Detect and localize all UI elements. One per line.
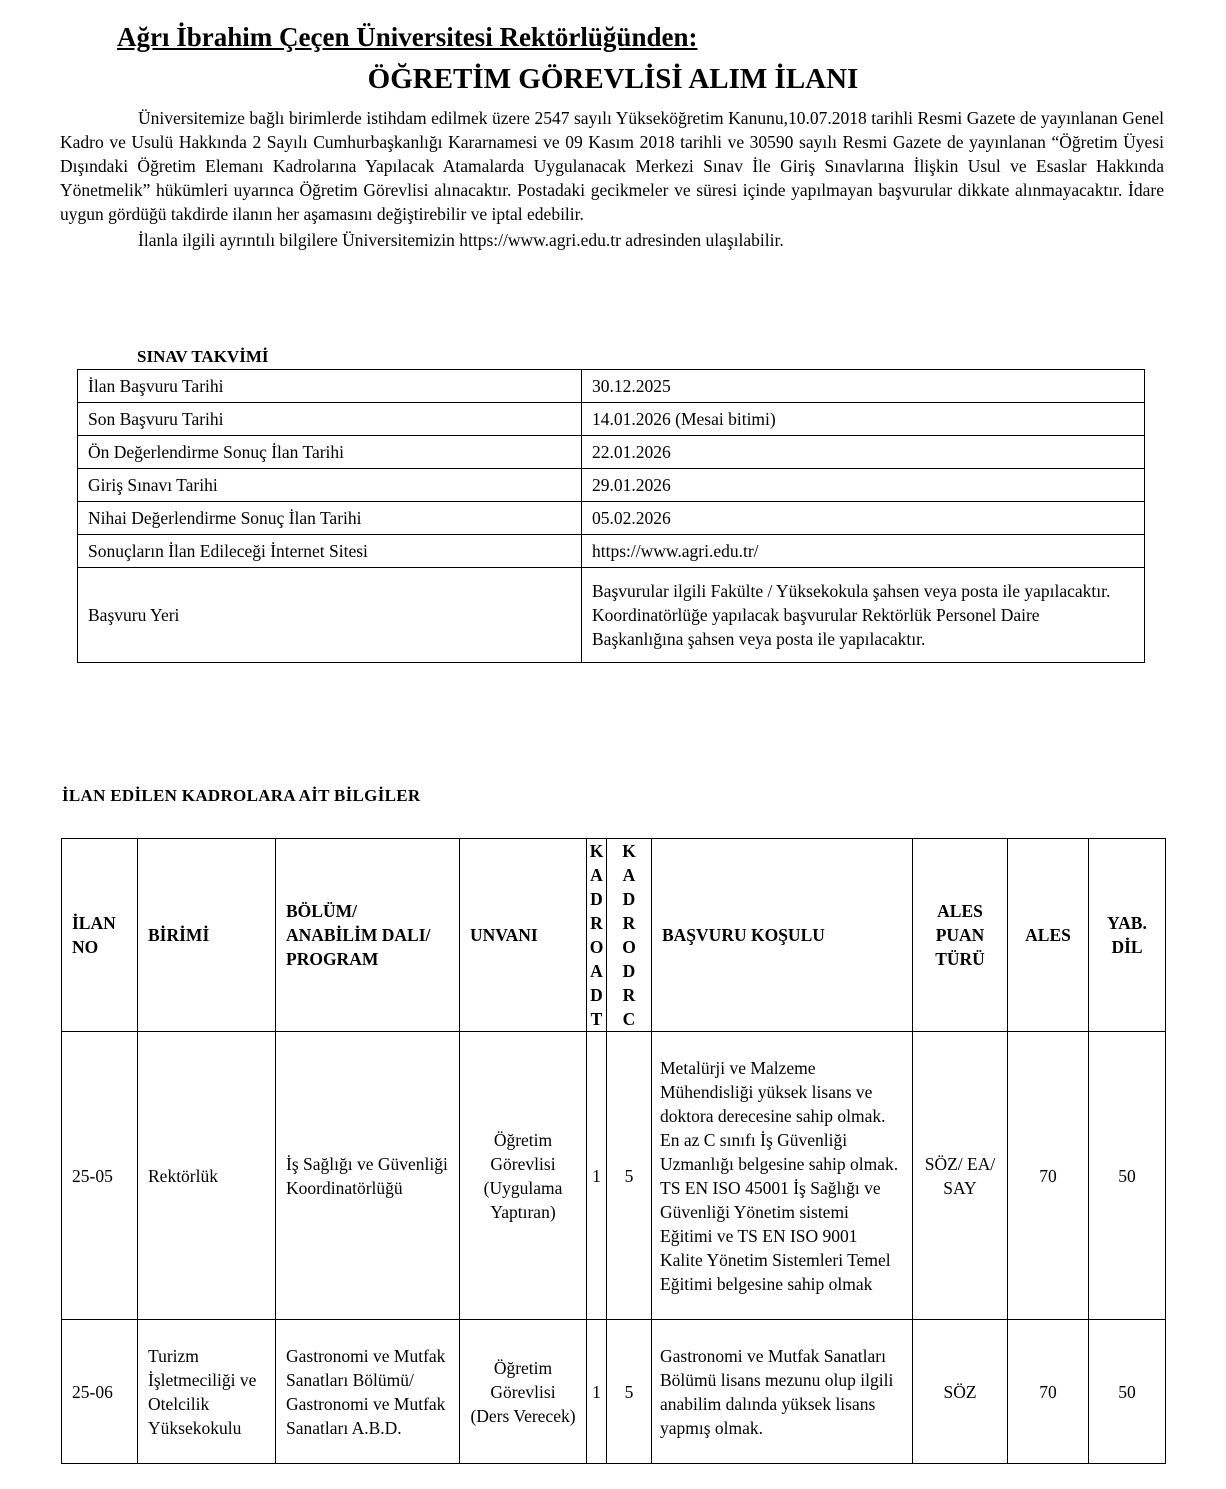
schedule-label: Sonuçların İlan Edileceği İnternet Sitesi	[78, 535, 582, 568]
schedule-row	[78, 568, 1145, 663]
cell-derece: 5	[607, 1032, 652, 1320]
schedule-row	[78, 370, 1145, 403]
cell-ales-puan-turu: SÖZ	[913, 1320, 1008, 1464]
cell-birimi: Rektörlük	[138, 1032, 276, 1320]
cell-basvuru-kosulu: Gastronomi ve Mutfak Sanatları Bölümü lisans mezunu olup ilgili anabilim dalında yüksek lisans yapmış olmak.	[652, 1320, 913, 1464]
cell-ilan-no: 25-06	[62, 1320, 138, 1464]
cell-birimi: Turizm İşletmeciliği ve Otelcilik Yüksekokulu	[138, 1320, 276, 1464]
schedule-value	[582, 568, 1145, 663]
schedule-value: 14.01.2026 (Mesai bitimi)	[582, 403, 1145, 436]
schedule-value: 05.02.2026	[582, 502, 1145, 535]
header-ales: ALES	[1008, 839, 1089, 1032]
cell-ales: 70	[1008, 1320, 1089, 1464]
exam-schedule-table	[77, 369, 1145, 663]
table-row	[62, 1320, 1166, 1464]
schedule-value: 30.12.2025	[582, 370, 1145, 403]
schedule-row	[78, 436, 1145, 469]
schedule-row	[78, 403, 1145, 436]
cell-ales: 70	[1008, 1032, 1089, 1320]
header-birimi: BİRİMİ	[138, 839, 276, 1032]
cell-yab-dil: 50	[1089, 1320, 1166, 1464]
header-bolum: BÖLÜM/ ANABİLİM DALI/ PROGRAM	[276, 839, 460, 1032]
intro-link-paragraph	[60, 228, 1164, 252]
cell-ilan-no: 25-05	[62, 1032, 138, 1320]
cell-yab-dil: 50	[1089, 1032, 1166, 1320]
institution-heading: Ağrı İbrahim Çeçen Üniversitesi Rektörlüğünden:	[117, 22, 698, 52]
header-ilan-no: İLAN NO	[62, 839, 138, 1032]
schedule-row	[78, 469, 1145, 502]
schedule-label: Son Başvuru Tarihi	[78, 403, 582, 436]
positions-title: İLAN EDİLEN KADROLARA AİT BİLGİLER	[62, 786, 421, 805]
table-row	[62, 1032, 1166, 1320]
header-kadro-derece: K A D R O D R C	[607, 839, 652, 1032]
header-kadro-adet: K A D R O A D T	[587, 839, 607, 1032]
announcement-title: ÖĞRETİM GÖREVLİSİ ALIM İLANI	[367, 63, 859, 95]
schedule-label: Ön Değerlendirme Sonuç İlan Tarihi	[78, 436, 582, 469]
cell-ales-puan-turu: SÖZ/ EA/ SAY	[913, 1032, 1008, 1320]
cell-adet: 1	[587, 1320, 607, 1464]
schedule-label: Nihai Değerlendirme Sonuç İlan Tarihi	[78, 502, 582, 535]
cell-basvuru-kosulu: Metalürji ve Malzeme Mühendisliği yüksek lisans ve doktora derecesine sahip olmak. En az C sınıfı İş Güvenliği Uzmanlığı belgesine sahip olmak. TS EN ISO 45001 İş Sağlığı ve Güvenliği Yönetim sistemi Eğitimi ve TS EN ISO 9001 Kalite Yönetim Sistemleri Temel Eğitimi belgesine sahip olmak	[652, 1032, 913, 1320]
intro-paragraph	[60, 106, 1164, 226]
schedule-label: Başvuru Yeri	[78, 568, 582, 663]
header-basvuru-kosulu: BAŞVURU KOŞULU	[652, 839, 913, 1032]
cell-unvani: Öğretim Görevlisi (Ders Verecek)	[460, 1320, 587, 1464]
cell-adet: 1	[587, 1032, 607, 1320]
header-unvani: UNVANI	[460, 839, 587, 1032]
schedule-title: SINAV TAKVİMİ	[137, 347, 269, 366]
cell-derece: 5	[607, 1320, 652, 1464]
header-yab-dil: YAB. DİL	[1089, 839, 1166, 1032]
positions-table	[61, 838, 1166, 1464]
intro-text: Üniversitemize bağlı birimlerde istihdam edilmek üzere 2547 sayılı Yükseköğretim Kanunu,10.07.2018 tarihli Resmi Gazete de yayınlanan Genel Kadro ve Usulü Hakkında 2 Sayılı Cumhurbaşkanlığı Kararnamesi ve 09 Kasım 2018 tarihli ve 30590 sayılı Resmi Gazete de yayınlanan “Öğretim Üyesi Dışındaki Öğretim Elemanı Kadrolarına Yapılacak Atamalarda Uygulanacak Merkezi Sınav İle Giriş Sınavlarına İlişkin Usul ve Esaslar Hakkında Yönetmelik” hükümleri uyarınca Öğretim Görevlisi alınacaktır. Postadaki gecikmeler ve süresi içinde yapılmayan başvurular dikkate alınmayacaktır. İdare uygun gördüğü takdirde ilanın her aşamasını değiştirebilir ve iptal edebilir.	[60, 108, 1164, 224]
cell-unvani: Öğretim Görevlisi (Uygulama Yaptıran)	[460, 1032, 587, 1320]
intro-link-text: İlanla ilgili ayrıntılı bilgilere Üniversitemizin https://www.agri.edu.tr adresinden ulaşılabilir.	[138, 230, 784, 250]
schedule-label: İlan Başvuru Tarihi	[78, 370, 582, 403]
cell-bolum: İş Sağlığı ve Güvenliği Koordinatörlüğü	[276, 1032, 460, 1320]
schedule-value: 22.01.2026	[582, 436, 1145, 469]
schedule-value: https://www.agri.edu.tr/	[582, 535, 1145, 568]
header-ales-puan-turu: ALES PUAN TÜRÜ	[913, 839, 1008, 1032]
schedule-label: Giriş Sınavı Tarihi	[78, 469, 582, 502]
application-place-line: Başvurular ilgili Fakülte / Yüksekokula şahsen veya posta ile yapılacaktır.	[592, 581, 1111, 601]
schedule-value: 29.01.2026	[582, 469, 1145, 502]
schedule-row	[78, 502, 1145, 535]
positions-header-row	[62, 839, 1166, 1032]
schedule-row	[78, 535, 1145, 568]
application-place-line: Koordinatörlüğe yapılacak başvurular Rektörlük Personel Daire Başkanlığına şahsen veya posta ile yapılacaktır.	[592, 605, 1040, 649]
cell-bolum: Gastronomi ve Mutfak Sanatları Bölümü/ Gastronomi ve Mutfak Sanatları A.B.D.	[276, 1320, 460, 1464]
